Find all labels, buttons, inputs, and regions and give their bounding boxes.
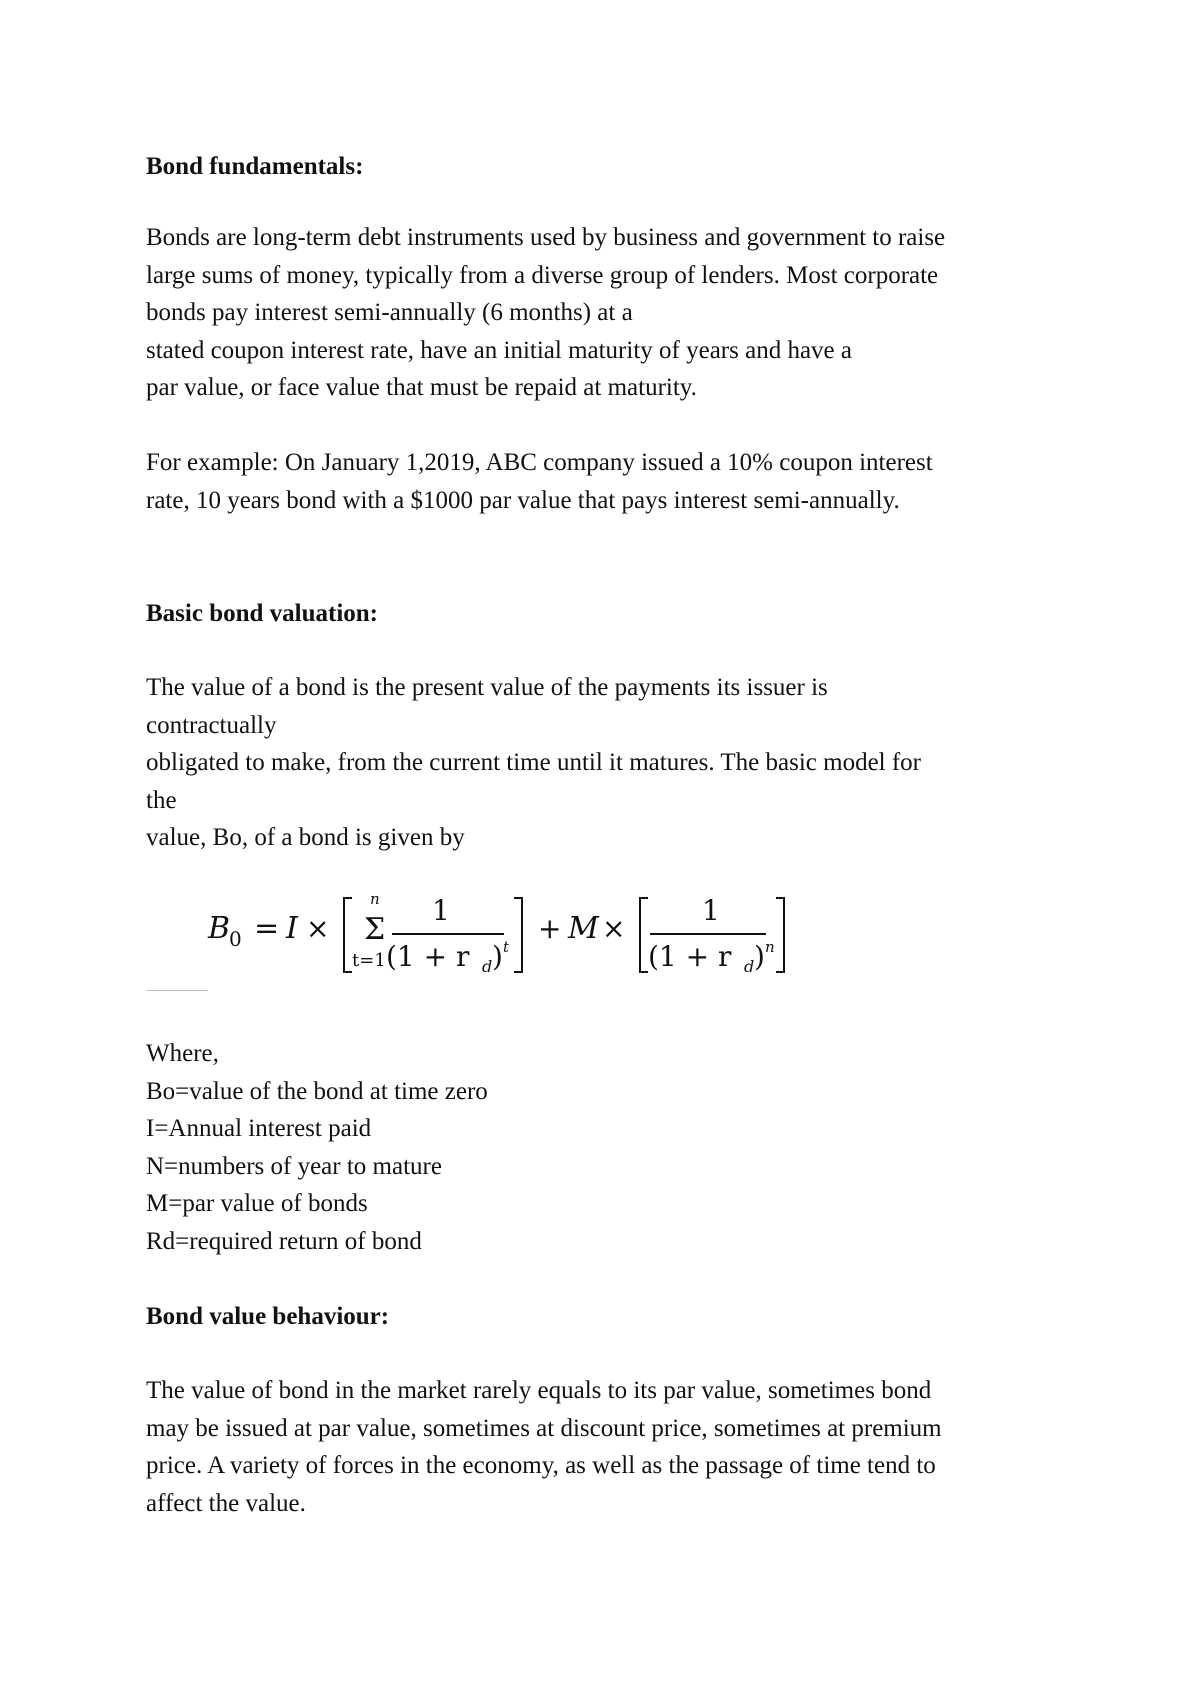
text-line: Rd=required return of bond [146,1227,422,1255]
text-line: Bonds are long-term debt instruments used by business and government to raise [146,224,946,251]
text-line: bonds pay interest semi-annually (6 months) at a [146,299,633,326]
text-line: I=Annual interest paid [146,1115,372,1142]
text-line: The value of a bond is the present value of the payments its issuer is [146,674,828,701]
formula-sigma: Σ [364,912,386,947]
bracket-right-2 [776,898,784,972]
text-line: For example: On January 1,2019, ABC company issued a 10% coupon interest [146,449,933,476]
formula-M: M [568,911,599,946]
formula-sub-d-1: d [482,957,493,976]
formula-svg [146,862,816,992]
formula-B: B [208,911,231,946]
formula-denominator-1: (1 + r [386,940,470,973]
text-line: obligated to make, from the current time until it matures. The basic model for [146,749,922,776]
formula-close-paren-1: ) [492,940,503,973]
formula-times-1: × [306,912,330,945]
section-basic-bond-valuation [146,595,1086,633]
text-line: affect the value. [146,1489,306,1517]
formula-sub-d-2: d [744,957,755,976]
formula-times-2: × [602,912,626,945]
section-bond-value-behaviour [146,1298,1086,1336]
formula-sum-top-n: n [370,890,380,908]
formula-numerator-2: 1 [702,894,720,927]
text-line: large sums of money, typically from a diverse group of lenders. Most corporate [146,261,939,289]
text-line: stated coupon interest rate, have an initial maturity of years and have a [146,336,852,364]
formula-close-paren-2: ) [754,940,765,973]
text-line: contractually [146,711,277,739]
text-line: M=par value of bonds [146,1190,368,1217]
formula-I: I [286,911,298,946]
formula-sub-zero: 0 [229,927,242,951]
text-line: price. A variety of forces in the economy, as well as the passage of time tend to [146,1452,936,1479]
text-line: Bo=value of the bond at time zero [146,1077,488,1105]
text-line: N=numbers of year to mature [146,1152,442,1180]
paragraph-valuation [146,669,1086,857]
formula-numerator-1: 1 [432,894,450,927]
bond-value-formula [146,862,816,992]
bracket-left-2 [640,898,648,972]
bracket-left-1 [344,898,352,972]
section-bond-fundamentals [146,148,1086,186]
formula-denominator-2: (1 + r [648,940,732,973]
text-line: may be issued at par value, sometimes at discount price, sometimes at premium [146,1414,942,1442]
formula-sum-bottom: t=1 [352,950,386,971]
text-line: par value, or face value that must be repaid at maturity. [146,374,697,401]
formula-plus: + [538,912,562,945]
text-line: The value of bond in the market rarely equals to its par value, sometimes bond [146,1377,932,1404]
heading-basic-bond-valuation: Basic bond valuation: [146,600,379,627]
bracket-right-1 [514,898,522,972]
formula-equals: = [254,911,280,946]
formula-exponent-n: n [765,938,775,956]
text-line: rate, 10 years bond with a $1000 par value that pays interest semi-annually. [146,486,900,514]
divider-rule [146,990,208,991]
text-line: the [146,786,177,814]
paragraph-example [146,444,1086,519]
heading-bond-fundamentals: Bond fundamentals: [146,153,364,180]
heading-bond-value-behaviour: Bond value behaviour: [146,1303,390,1330]
paragraph-behaviour [146,1372,1086,1522]
paragraph-bond-definition [146,219,1086,407]
variable-definitions [146,1035,1086,1260]
formula-exponent-t: t [503,938,510,956]
text-line: Where, [146,1040,219,1067]
text-line: value, Bo, of a bond is given by [146,824,465,851]
